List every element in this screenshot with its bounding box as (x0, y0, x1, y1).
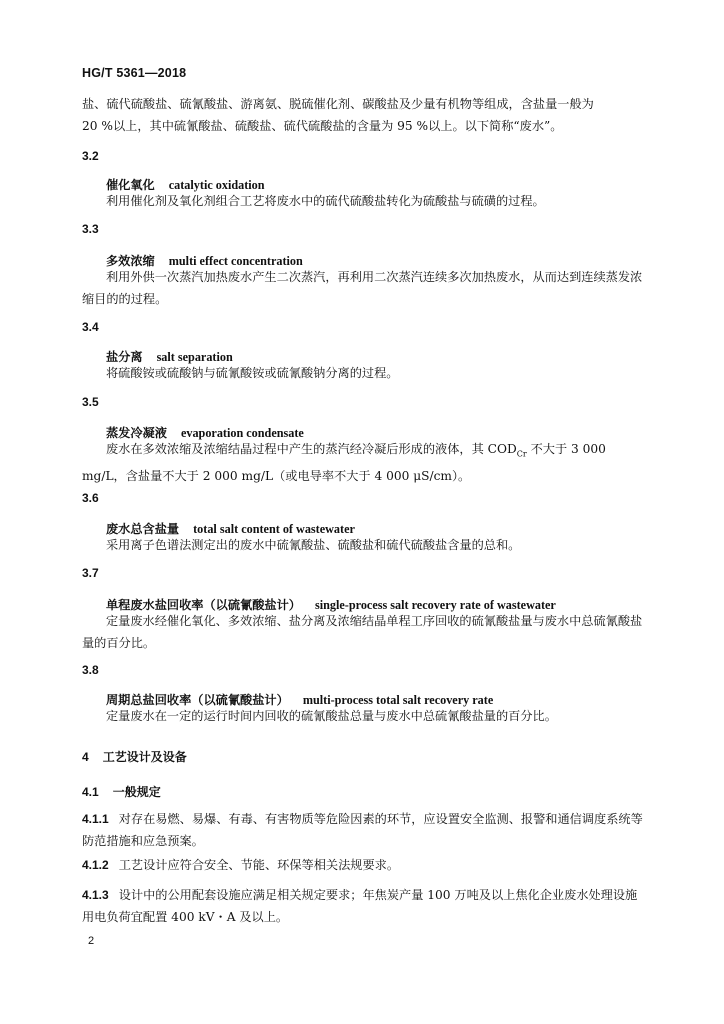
clause (82, 854, 644, 876)
clause (82, 808, 644, 852)
term-number: 3.5 (82, 395, 99, 409)
term-chinese: 蒸发冷凝液 (106, 426, 167, 440)
clause-number: 4.1.2 (82, 858, 109, 872)
term-english: catalytic oxidation (168, 178, 265, 192)
term-number: 3.7 (82, 566, 99, 580)
term-definition: 将硫酸铵或硫酸钠与硫氰酸铵或硫氰酸钠分离的过程。 (106, 366, 399, 380)
intro-line-1: 盐、硫代硫酸盐、硫氰酸盐、游离氨、脱硫催化剂、碳酸盐及少量有机物等组成，含盐量一般为 (82, 97, 594, 111)
subsection-title: 一般规定 (112, 785, 161, 799)
term-english: single-process salt recovery rate of wastewater (315, 598, 556, 612)
clause-text: 工艺设计应符合安全、节能、环保等相关法规要求。 (118, 858, 400, 872)
term-definition: 采用离子色谱法测定出的废水中硫氰酸盐、硫酸盐和硫代硫酸盐含量的总和。 (106, 538, 521, 552)
subsection-number: 4.1 (82, 785, 99, 799)
term-english: multi effect concentration (168, 254, 303, 268)
intro-line-2: 20 %以上，其中硫氰酸盐、硫酸盐、硫代硫酸盐的含量为 95 %以上。以下简称“废水”。 (82, 119, 563, 133)
term-definition (82, 438, 644, 487)
term-number: 3.3 (82, 222, 99, 236)
term-definition: 利用催化剂及氧化剂组合工艺将废水中的硫代硫酸盐转化为硫酸盐与硫磺的过程。 (106, 194, 545, 208)
term-chinese: 盐分离 (106, 350, 143, 364)
definition-part: 不大于 3 000 mg/L，含盐量不大于 2 000 mg/L（或电导率不大于 4 000 μS/cm）。 (82, 442, 606, 484)
term-chinese: 单程废水盐回收率（以硫氰酸盐计） (106, 598, 301, 612)
term-number: 3.4 (82, 320, 99, 334)
term-definition: 定量废水经催化氧化、多效浓缩、盐分离及浓缩结晶单程工序回收的硫氰酸盐量与废水中总硫氰酸盐量的百分比。 (82, 614, 643, 650)
clause-text: 对存在易燃、易爆、有毒、有害物质等危险因素的环节，应设置安全监测、报警和通信调度系统等防范措施和应急预案。 (82, 812, 643, 848)
term-number: 3.6 (82, 491, 99, 505)
term-chinese: 催化氧化 (106, 178, 155, 192)
term-chinese: 废水总含盐量 (106, 522, 180, 536)
term-english: total salt content of wastewater (193, 522, 355, 536)
clause-number: 4.1.1 (82, 812, 109, 826)
section-title: 工艺设计及设备 (102, 750, 187, 764)
term-definition: 利用外供一次蒸汽加热废水产生二次蒸汽，再利用二次蒸汽连续多次加热废水，从而达到连续蒸发浓缩目的的过程。 (82, 270, 643, 306)
term-definition: 定量废水在一定的运行时间内回收的硫氰酸盐总量与废水中总硫氰酸盐量的百分比。 (106, 709, 557, 723)
term-chinese: 周期总盐回收率（以硫氰酸盐计） (106, 693, 289, 707)
term-number: 3.8 (82, 663, 99, 677)
clause-text: 设计中的公用配套设施应满足相关规定要求；年焦炭产量 100 万吨及以上焦化企业废水处理设施用电负荷宜配置 400 kV・A 及以上。 (82, 888, 638, 924)
document-header: HG/T 5361—2018 (82, 66, 187, 80)
term-english: multi-process total salt recovery rate (302, 693, 494, 707)
term-chinese: 多效浓缩 (106, 254, 155, 268)
section-number: 4 (82, 750, 89, 764)
term-english: evaporation condensate (180, 426, 304, 440)
clause-number: 4.1.3 (82, 888, 109, 902)
page-number: 2 (88, 935, 95, 947)
subsection-heading (82, 783, 161, 800)
term-english: salt separation (156, 350, 233, 364)
definition-part: 废水在多效浓缩及浓缩结晶过程中产生的蒸汽经冷凝后形成的液体，其 COD (106, 442, 517, 456)
cod-subscript: Cr (516, 449, 527, 459)
section-heading (82, 748, 187, 765)
intro-paragraph (82, 93, 644, 137)
clause (82, 884, 644, 928)
term-number: 3.2 (82, 149, 99, 163)
